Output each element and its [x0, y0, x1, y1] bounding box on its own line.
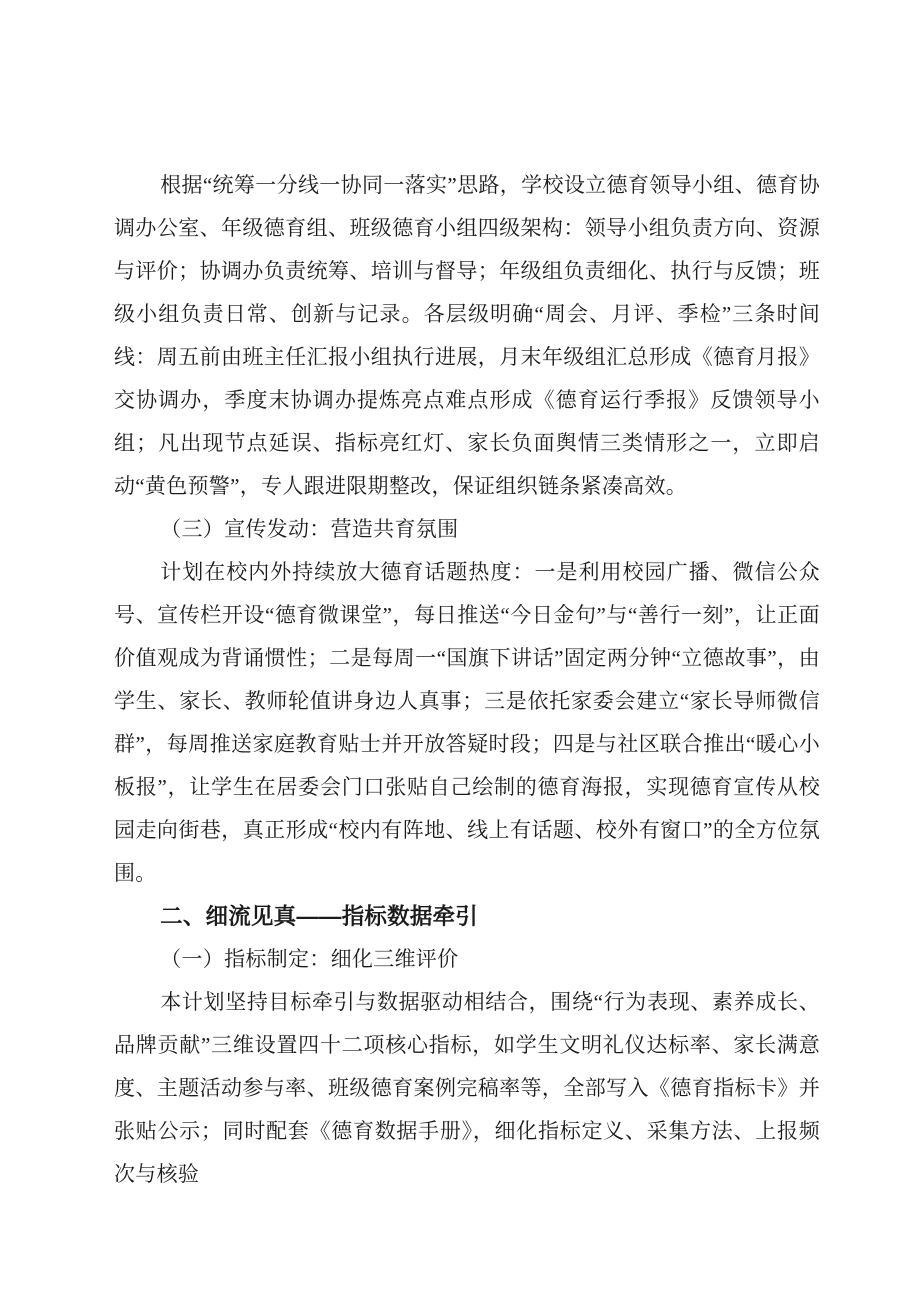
body-paragraph: 根据“统筹一分线一协同一落实”思路，学校设立德育领导小组、德育协调办公室、年级德育组、班级德育小组四级架构：领导小组负责方向、资源与评价；协调办负责统筹、培训与督导；年级组负责细化、执行与反馈；班级小组负责日常、创新与记录。各层级明确“周会、月评、季检”三条时间线：周五前由班主任汇报小组执行进展，月末年级组汇总形成《德育月报》交协调办，季度末协调办提炼亮点难点形成《德育运行季报》反馈领导小组；凡出现节点延误、指标亮红灯、家长负面舆情三类情形之一，立即启动“黄色预警”，专人跟进限期整改，保证组织链条紧凑高效。: [114, 173, 820, 498]
subsection-heading: （三）宣传发动：营造共育氛围: [160, 517, 459, 541]
subsection-heading: （一）指标制定：细化三维评价: [160, 947, 459, 971]
section-heading: 二、细流见真——指标数据牵引: [160, 904, 478, 929]
body-paragraph: 计划在校内外持续放大德育话题热度：一是利用校园广播、微信公众号、宣传栏开设“德育微课堂”，每日推送“今日金句”与“善行一刻”，让正面价值观成为背诵惯性；二是每周一“国旗下讲话”固定两分钟“立德故事”，由学生、家长、教师轮值讲身边人真事；三是依托家委会建立“家长导师微信群”，每周推送家庭教育贴士并开放答疑时段；四是与社区联合推出“暖心小板报”，让学生在居委会门口张贴自己绘制的德育海报，实现德育宣传从校园走向街巷，真正形成“校内有阵地、线上有话题、校外有窗口”的全方位氛围。: [114, 560, 820, 885]
body-paragraph: 本计划坚持目标牵引与数据驱动相结合，围绕“行为表现、素养成长、品牌贡献”三维设置四十二项核心指标，如学生文明礼仪达标率、家长满意度、主题活动参与率、班级德育案例完稿率等，全部写入《德育指标卡》并张贴公示；同时配套《德育数据手册》，细化指标定义、采集方法、上报频次与核验: [114, 990, 820, 1186]
